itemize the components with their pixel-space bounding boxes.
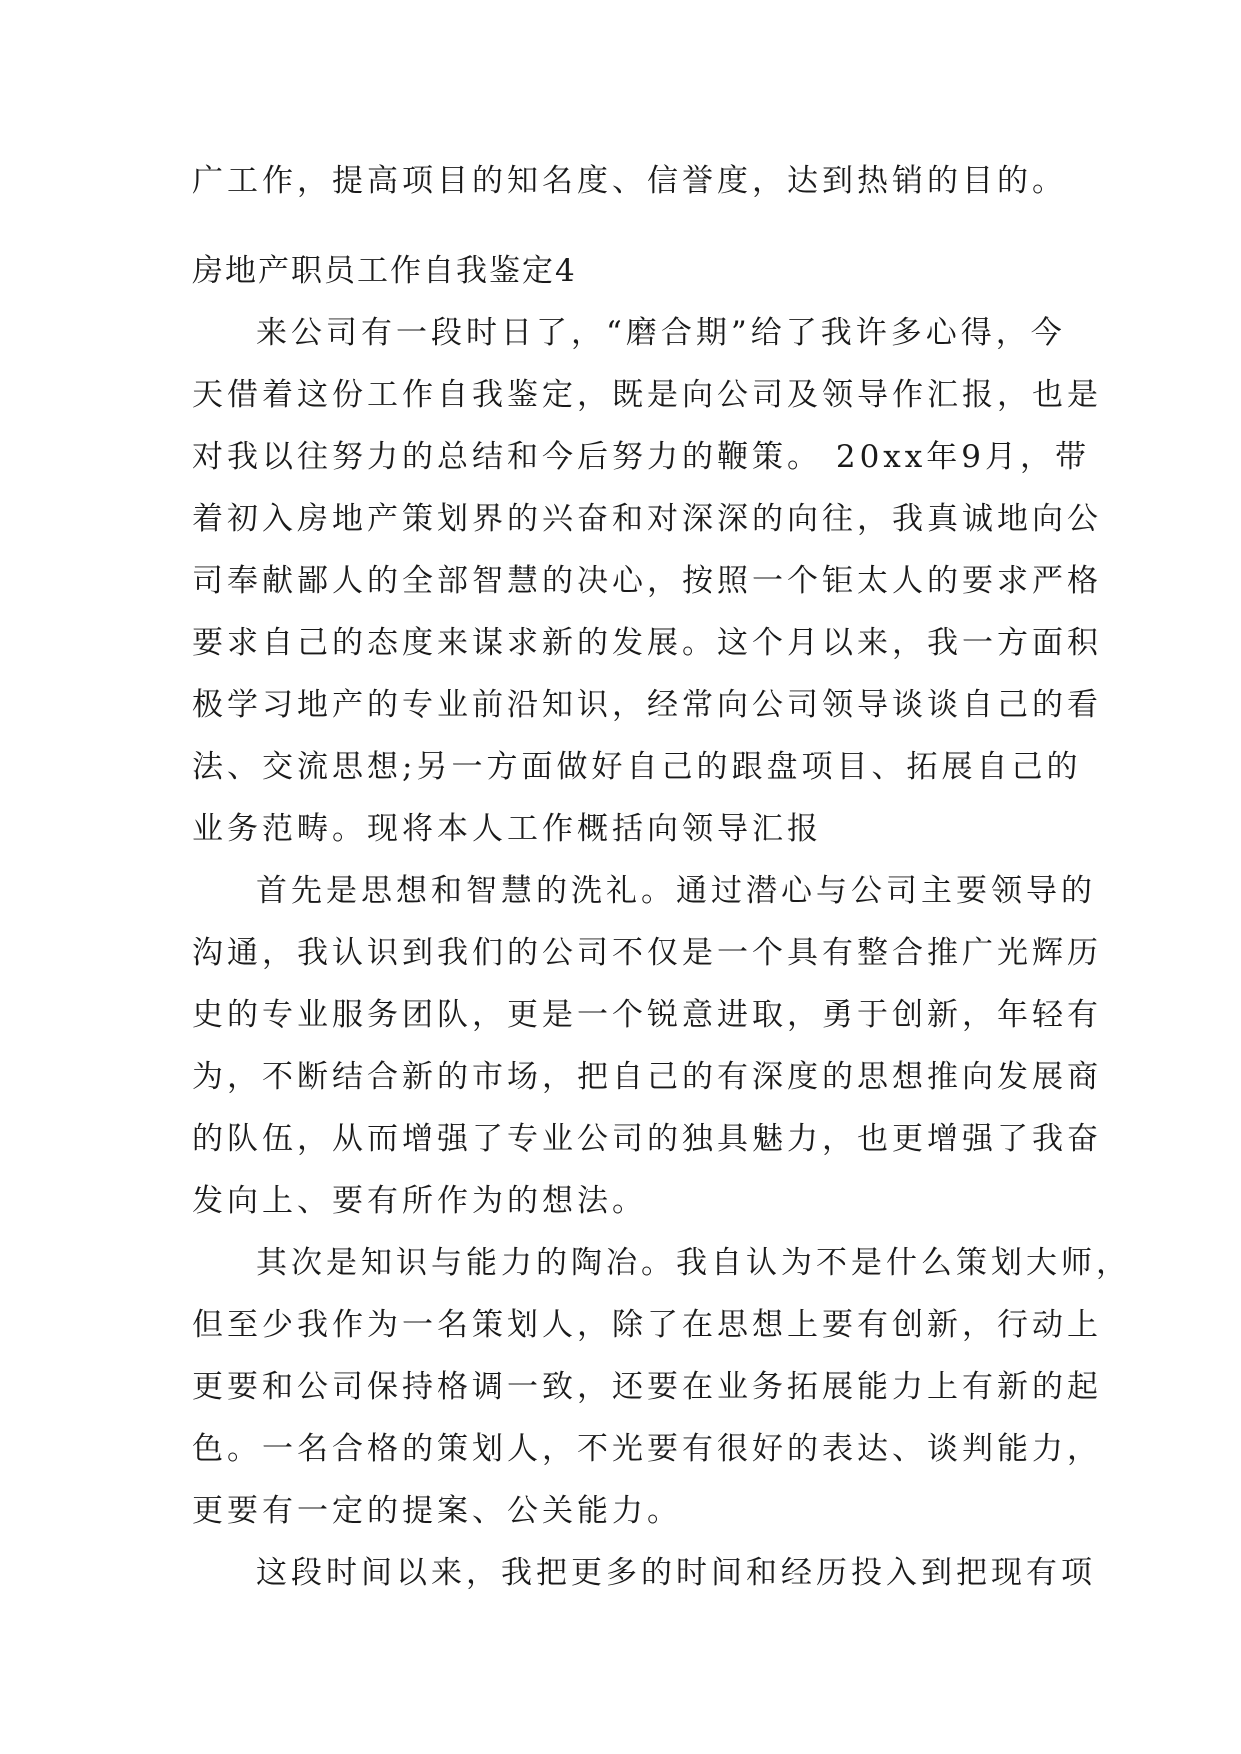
paragraph-line: 着初入房地产策划界的兴奋和对深深的向往，我真诚地向公 (192, 501, 1102, 537)
paragraph-1 (192, 302, 1102, 860)
paragraph-line: 要求自己的态度来谋求新的发展。这个月以来，我一方面积 (192, 625, 1102, 661)
paragraph-line: 史的专业服务团队，更是一个锐意进取，勇于创新，年轻有 (192, 997, 1102, 1033)
section-spacer (192, 212, 1052, 240)
paragraph-line: 天借着这份工作自我鉴定，既是向公司及领导作汇报，也是 (192, 377, 1102, 413)
paragraph-line: 的队伍，从而增强了专业公司的独具魅力，也更增强了我奋 (192, 1121, 1102, 1157)
paragraph-line: 司奉献鄙人的全部智慧的决心，按照一个钜太人的要求严格 (192, 563, 1102, 599)
paragraph-line: 更要和公司保持格调一致，还要在业务拓展能力上有新的起 (192, 1369, 1102, 1405)
paragraph-line: 这段时间以来，我把更多的时间和经历投入到把现有项 (256, 1555, 1096, 1591)
paragraph-line: 法、交流思想;另一方面做好自己的跟盘项目、拓展自己的 (192, 749, 1082, 785)
document-body (192, 150, 1131, 1604)
paragraph-line: 更要有一定的提案、公关能力。 (192, 1493, 682, 1529)
paragraph-line: 来公司有一段时日了，“磨合期”给了我许多心得，今 (256, 315, 1066, 351)
continued-text-line: 广工作，提高项目的知名度、信誉度，达到热销的目的。 (192, 163, 1067, 199)
paragraph-line: 业务范畴。现将本人工作概括向领导汇报 (192, 811, 822, 847)
paragraph-3 (192, 1232, 1131, 1542)
paragraph-line: 但至少我作为一名策划人，除了在思想上要有创新，行动上 (192, 1307, 1102, 1343)
paragraph-4 (192, 1542, 1096, 1604)
section-title: 房地产职员工作自我鉴定4 (192, 253, 577, 289)
paragraph-line: 沟通，我认识到我们的公司不仅是一个具有整合推广光辉历 (192, 935, 1102, 971)
paragraph-line: 发向上、要有所作为的想法。 (192, 1183, 647, 1219)
paragraph-line: 为，不断结合新的市场，把自己的有深度的思想推向发展商 (192, 1059, 1102, 1095)
paragraph-line: 对我以往努力的总结和今后努力的鞭策。 20xx年9月，带 (192, 439, 1090, 475)
paragraph-line: 首先是思想和智慧的洗礼。通过潜心与公司主要领导的 (256, 873, 1096, 909)
paragraph-line: 极学习地产的专业前沿知识，经常向公司领导谈谈自己的看 (192, 687, 1102, 723)
paragraph-line: 其次是知识与能力的陶冶。我自认为不是什么策划大师， (256, 1245, 1131, 1281)
paragraph-2 (192, 860, 1102, 1232)
paragraph-line: 色。一名合格的策划人，不光要有很好的表达、谈判能力， (192, 1431, 1102, 1467)
